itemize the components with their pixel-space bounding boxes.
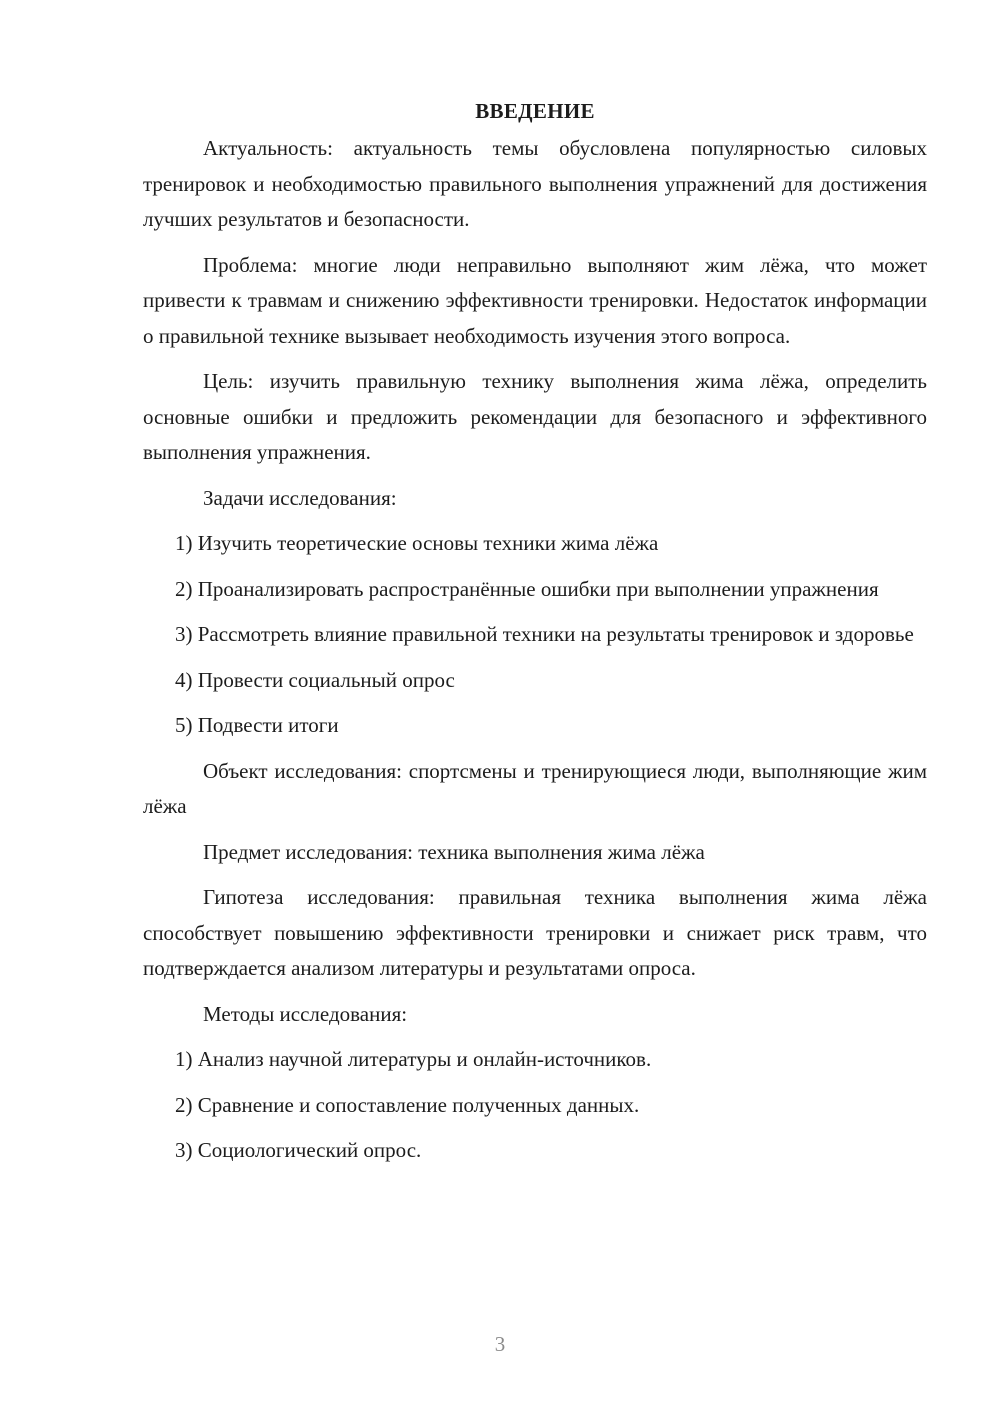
task-item-4: 4) Провести социальный опрос <box>175 667 455 692</box>
methods-heading: Методы исследования: <box>203 1001 408 1026</box>
object-paragraph: Объект исследования: спортсмены и тренирующиеся люди, выполняющие жим лёжа <box>143 758 927 818</box>
page-title: ВВЕДЕНИЕ <box>475 99 595 123</box>
task-item-2: 2) Проанализировать распространённые ошибки при выполнении упражнения <box>175 576 879 601</box>
hypothesis-paragraph: Гипотеза исследования: правильная техника выполнения жима лёжа способствует повышению эффективности тренировки и снижает риск травм, что подтверждается анализом литературы и результатами опроса. <box>143 885 927 980</box>
method-item-1: 1) Анализ научной литературы и онлайн-источников. <box>175 1047 652 1071</box>
method-item-3: 3) Социологический опрос. <box>175 1138 422 1162</box>
relevance-paragraph: Актуальность: актуальность темы обусловлена популярностью силовых тренировок и необходимостью правильного выполнения упражнений для достижения лучших результатов и безопасности. <box>143 136 927 231</box>
page-number: 3 <box>494 1332 506 1356</box>
tasks-heading: Задачи исследования: <box>203 485 397 510</box>
method-item-2: 2) Сравнение и сопоставление полученных данных. <box>175 1092 640 1117</box>
task-item-5: 5) Подвести итоги <box>175 713 339 737</box>
goal-paragraph: Цель: изучить правильную технику выполнения жима лёжа, определить основные ошибки и предложить рекомендации для безопасного и эффективного выполнения упражнения. <box>143 369 927 464</box>
subject-paragraph: Предмет исследования: техника выполнения жима лёжа <box>203 839 705 864</box>
problem-paragraph: Проблема: многие люди неправильно выполняют жим лёжа, что может привести к травмам и снижению эффективности тренировки. Недостаток информации о правильной технике вызывает необходимость изучения этого вопроса. <box>143 252 927 348</box>
page-content <box>143 93 927 1179</box>
task-item-3: 3) Рассмотреть влияние правильной техники на результаты тренировок и здоровье <box>175 622 914 646</box>
task-item-1: 1) Изучить теоретические основы техники жима лёжа <box>175 531 659 555</box>
